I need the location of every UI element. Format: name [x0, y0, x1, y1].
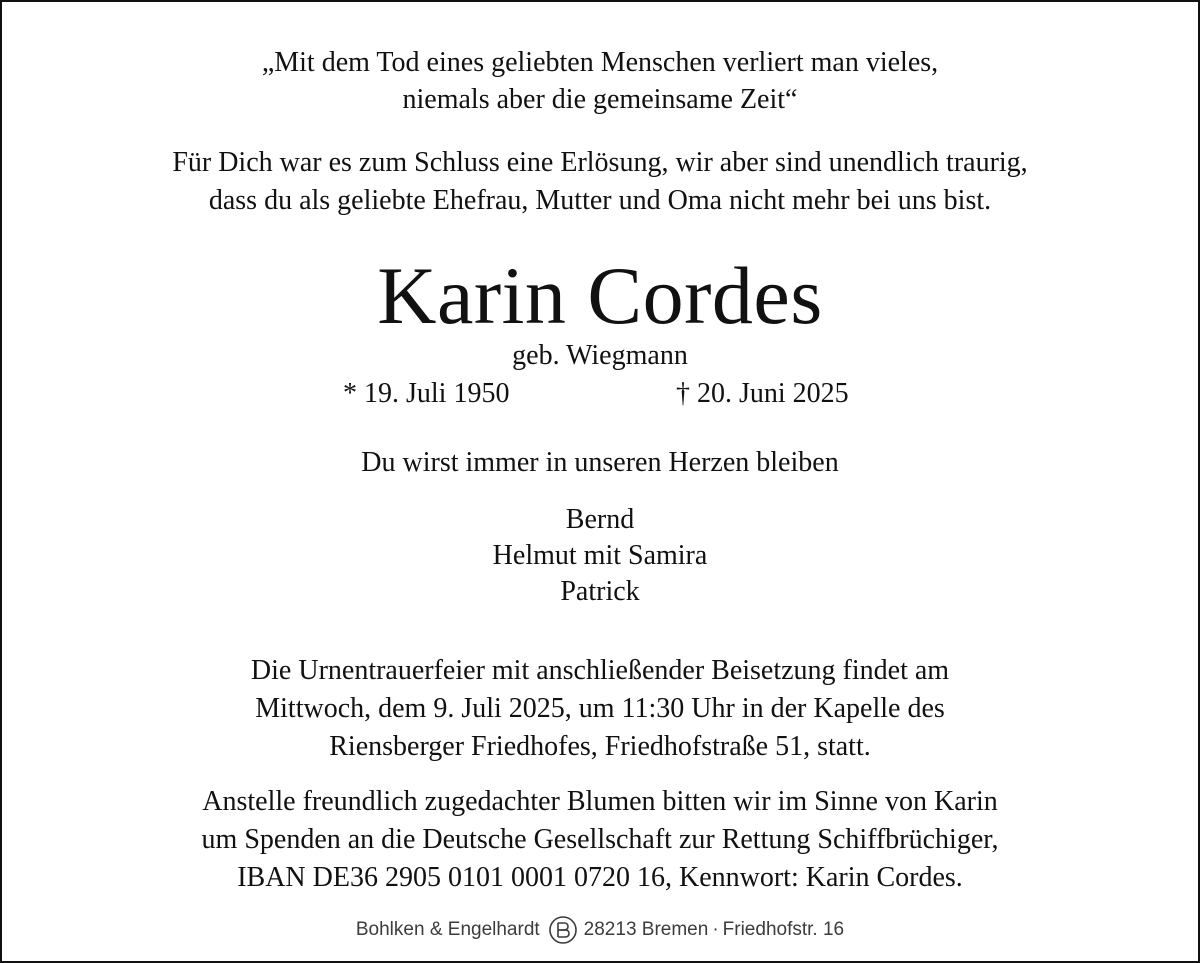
death-date: † 20. Juni 2025	[676, 378, 849, 409]
motto: Du wirst immer in unseren Herzen bleiben	[361, 447, 839, 478]
deceased-name: Karin Cordes	[377, 250, 823, 341]
funeral-home-logo	[548, 915, 578, 945]
company-street: Friedhofstr. 16	[722, 919, 845, 940]
donation-line: Anstelle freundlich zugedachter Blumen bitten wir im Sinne von Karin	[202, 786, 998, 817]
footer-separator: ·	[712, 919, 719, 940]
ceremony-line: Riensberger Friedhofes, Friedhofstraße 51, statt.	[329, 731, 871, 762]
quote-line: „Mit dem Tod eines geliebten Menschen verliert man vieles,	[261, 47, 939, 78]
donation-info	[0, 783, 1200, 897]
donation-line: IBAN DE36 2905 0101 0001 0720 16, Kennwort: Karin Cordes.	[237, 862, 963, 893]
intro-line: Für Dich war es zum Schluss eine Erlösung, wir aber sind unendlich traurig,	[172, 147, 1028, 178]
birth-name: geb. Wiegmann	[512, 340, 688, 371]
intro-text	[0, 144, 1200, 220]
intro-line: dass du als geliebte Ehefrau, Mutter und Oma nicht mehr bei uns bist.	[208, 185, 992, 216]
company-city: 28213 Bremen	[583, 919, 709, 940]
family-member: Bernd	[565, 504, 635, 535]
donation-line: um Spenden an die Deutsche Gesellschaft zur Rettung Schiffbrüchiger,	[201, 824, 999, 855]
ceremony-info	[0, 652, 1200, 766]
company-name: Bohlken & Engelhardt	[355, 919, 540, 940]
ceremony-line: Die Urnentrauerfeier mit anschließender Beisetzung findet am	[250, 655, 950, 686]
family-member: Patrick	[560, 576, 640, 607]
quote-line: niemals aber die gemeinsame Zeit“	[402, 84, 798, 115]
quote	[0, 44, 1200, 118]
funeral-home-footer	[0, 913, 1200, 947]
family-list	[0, 502, 1200, 610]
family-member: Helmut mit Samira	[492, 540, 708, 571]
birth-date: * 19. Juli 1950	[343, 378, 510, 409]
ceremony-line: Mittwoch, dem 9. Juli 2025, um 11:30 Uhr in der Kapelle des	[255, 693, 945, 724]
